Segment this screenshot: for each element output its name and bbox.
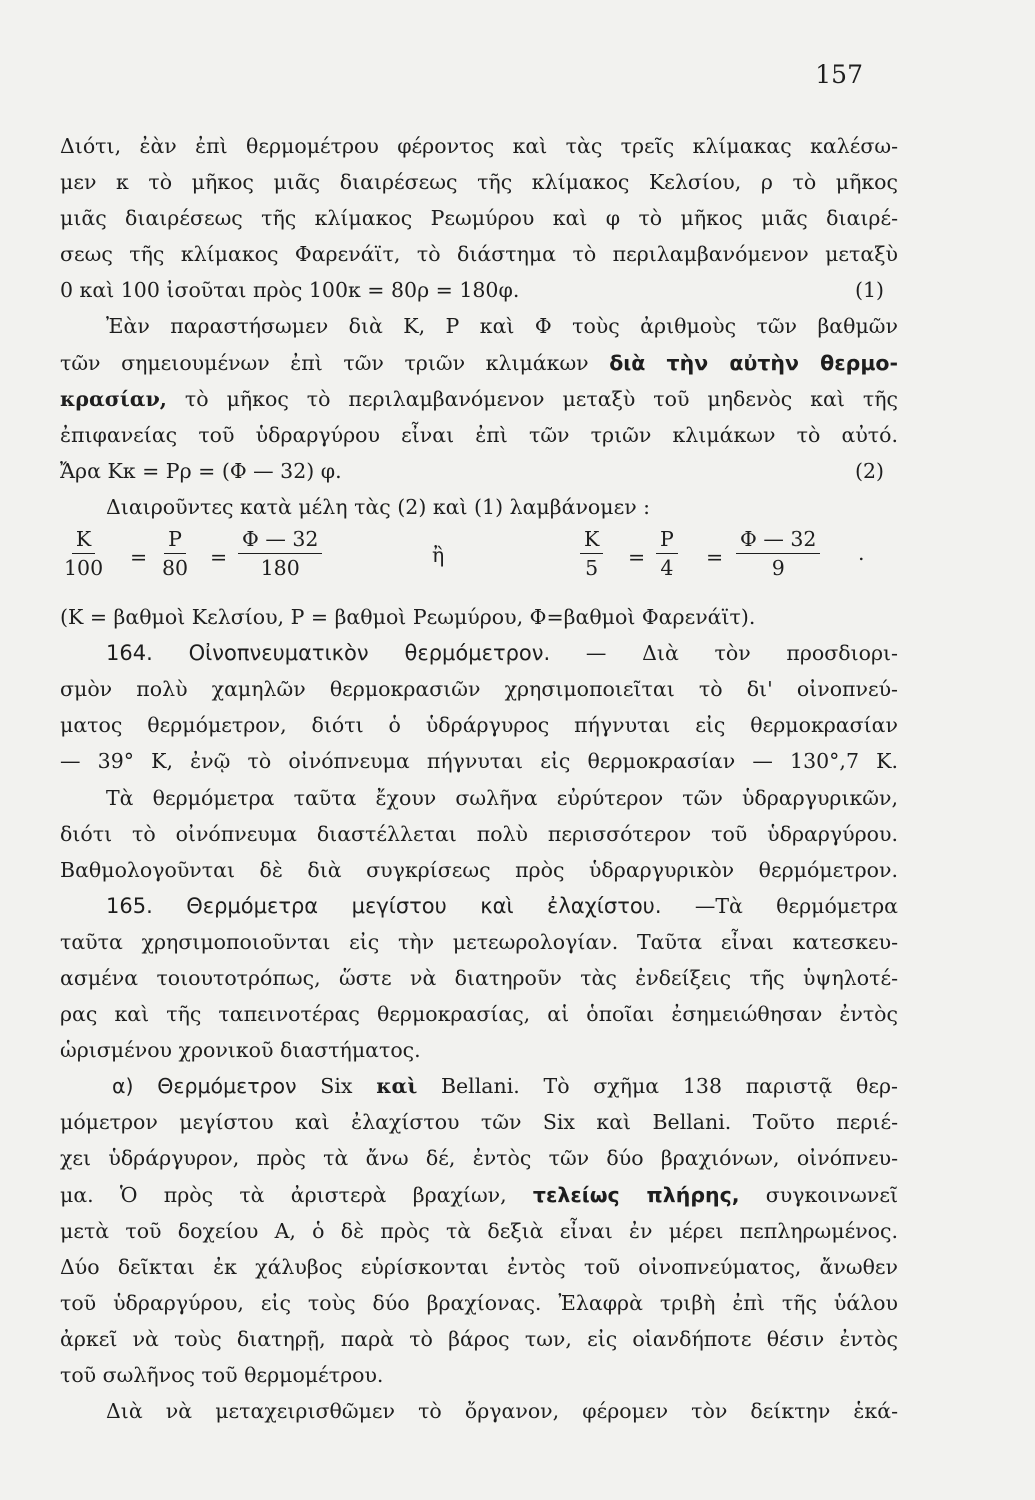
equation-text: Ἄρα Κκ = Ρρ = (Φ — 32) φ. — [60, 458, 342, 483]
equals-sign: = — [628, 545, 646, 570]
text-line — [60, 1068, 898, 1104]
text-line: ματος θερμόμετρον, διότι ὁ ὑδράργυρος πήγνυται εἰς θερμοκρασίαν — [60, 713, 898, 738]
numerator: Ρ — [656, 525, 678, 554]
denominator: 80 — [162, 556, 189, 581]
fraction-k-100 — [60, 525, 107, 582]
text-line: Βαθμολογοῦνται δὲ διὰ συγκρίσεως πρὸς ὑδραργυρικὸν θερμόμετρον. — [60, 857, 898, 882]
text-span: τῶν σημειουμένων ἐπὶ τῶν τριῶν κλιμάκων — [60, 350, 589, 375]
text-span: —Τὰ θερμόμετρα — [694, 893, 898, 918]
text-line — [60, 453, 898, 489]
text-line: Διαιροῦντες κατὰ μέλη τὰς (2) καὶ (1) λαμβάνομεν : — [106, 494, 651, 519]
fraction-phi-9 — [736, 525, 820, 582]
text-line: ρας καὶ τῆς ταπεινοτέρας θερμοκρασίας, αἱ ὁποῖαι ἐσημειώθησαν ἐντὸς — [60, 1002, 898, 1027]
text-span: μα. Ὁ πρὸς τὰ ἀριστερὰ βραχίων, — [60, 1182, 507, 1207]
equals-sign: = — [210, 545, 228, 570]
text-span: — Διὰ τὸν προσδιορι- — [585, 641, 898, 666]
text-line — [60, 381, 898, 417]
text-line: χει ὑδράργυρον, πρὸς τὰ ἄνω δέ, ἐντὸς τῶν δύο βραχιόνων, οἰνόπνευ- — [60, 1146, 898, 1171]
text-line: ταῦτα χρησιμοποιοῦνται εἰς τὴν μετεωρολογίαν. Ταῦτα εἶναι κατεσκευ- — [60, 929, 898, 954]
fraction-phi-180 — [238, 525, 322, 582]
text-line — [60, 635, 898, 671]
fraction-formula — [60, 525, 898, 607]
text-line: ασμένα τοιουτοτρόπως, ὥστε νὰ διατηροῦν τὰς ἐνδείξεις τῆς ὑψηλοτέ- — [60, 965, 898, 990]
text-line: μόμετρον μεγίστου καὶ ἐλαχίστου τῶν Six καὶ Bellani. Τοῦτο περιέ- — [60, 1110, 898, 1135]
numerator: Φ — 32 — [238, 525, 322, 554]
text-line — [60, 1177, 898, 1213]
subsection-heading: Θερμόμετρον — [157, 1074, 297, 1099]
text-line — [60, 345, 898, 381]
formula-end-dot: . — [858, 541, 865, 566]
text-line: (Κ = βαθμοὶ Κελσίου, Ρ = βαθμοὶ Ρεωμύρου, Φ=βαθμοὶ Φαρενάϊτ). — [60, 605, 756, 630]
numerator: Κ — [580, 525, 603, 554]
text-line: ἀρκεῖ νὰ τοὺς διατηρῇ, παρὰ τὸ βάρος των, εἰς οἱανδήποτε θέσιν ἐντὸς — [60, 1326, 898, 1351]
text-line — [60, 888, 898, 924]
text-line: μεν κ τὸ μῆκος μιᾶς διαιρέσεως τῆς κλίμακος Κελσίου, ρ τὸ μῆκος — [60, 170, 898, 195]
denominator: 4 — [660, 556, 674, 581]
numerator: Φ — 32 — [736, 525, 820, 554]
text-span: Bellani. Τὸ σχῆμα 138 παριστᾷ θερ- — [440, 1074, 898, 1099]
denominator: 180 — [260, 556, 300, 581]
or-word: ἢ — [432, 543, 445, 568]
text-span: συγκοινωνεῖ — [765, 1182, 898, 1207]
text-line: τοῦ σωλῆνος τοῦ θερμομέτρου. — [60, 1363, 384, 1387]
bold-text: κρασίαν, — [60, 386, 167, 411]
fraction-p-80 — [158, 525, 192, 582]
numerator: Κ — [72, 525, 95, 554]
text-span: τὸ μῆκος τὸ περιλαμβανόμενον μεταξὺ τοῦ μηδενὸς καὶ τῆς — [184, 386, 898, 411]
text-line: Δύο δεῖκται ἐκ χάλυβος εὑρίσκονται ἐντὸς τοῦ οἰνοπνεύματος, ἄνωθεν — [60, 1254, 898, 1279]
text-line: σεως τῆς κλίμακος Φαρενάϊτ, τὸ διάστημα τὸ περιλαμβανόμενον μεταξὺ — [60, 242, 898, 267]
text-line: Τὰ θερμόμετρα ταῦτα ἔχουν σωλῆνα εὐρύτερον τῶν ὑδραργυρικῶν, — [106, 785, 898, 810]
text-line: τοῦ ὑδραργύρου, εἰς τοὺς δύο βραχίονας. Ἐλαφρὰ τριβὴ ἐπὶ τῆς ὑάλου — [60, 1290, 898, 1315]
numerator: Ρ — [164, 525, 186, 554]
bold-text: τελείως πλήρης, — [532, 1182, 740, 1207]
denominator: 9 — [771, 556, 785, 581]
section-heading: 165. Θερμόμετρα μεγίστου καὶ ἐλαχίστου. — [106, 893, 662, 918]
fraction-p-4 — [656, 525, 678, 582]
page-number: 157 — [815, 60, 863, 89]
denominator: 5 — [585, 556, 599, 581]
text-line — [60, 272, 898, 308]
text-line: Διὰ νὰ μεταχειρισθῶμεν τὸ ὄργανον, φέρομεν τὸν δείκτην ἑκά- — [106, 1399, 898, 1424]
page-text — [60, 128, 898, 1429]
text-line: μετὰ τοῦ δοχείου Α, ὁ δὲ πρὸς τὰ δεξιὰ εἶναι ἐν μέρει πεπληρωμένος. — [60, 1218, 898, 1243]
bold-text: διὰ τὴν αὐτὴν θερμο- — [609, 350, 898, 375]
equation-number: (1) — [854, 278, 884, 303]
fraction-k-5 — [580, 525, 603, 582]
text-line: μιᾶς διαιρέσεως τῆς κλίμακος Ρεωμύρου καὶ φ τὸ μῆκος μιᾶς διαιρέ- — [60, 206, 898, 231]
text-line: ὡρισμένου χρονικοῦ διαστήματος. — [60, 1038, 421, 1063]
text-line: ἐπιφανείας τοῦ ὑδραργύρου εἶναι ἐπὶ τῶν τριῶν κλιμάκων τὸ αὐτό. — [60, 422, 898, 447]
text-span: Six — [320, 1074, 353, 1099]
equals-sign: = — [130, 545, 148, 570]
equation-text: 0 καὶ 100 ἰσοῦται πρὸς 100κ = 80ρ = 180φ. — [60, 278, 520, 303]
equation-number: (2) — [854, 458, 884, 483]
text-line: — 39° Κ, ἐνῷ τὸ οἰνόπνευμα πήγνυται εἰς θερμοκρασίαν — 130°,7 Κ. — [60, 749, 898, 774]
text-line: διότι τὸ οἰνόπνευμα διαστέλλεται πολὺ περισσότερον τοῦ ὑδραργύρου. — [60, 821, 898, 846]
bold-text: καὶ — [376, 1074, 418, 1099]
subsection-label: α) — [112, 1074, 134, 1099]
text-line: Ἐὰν παραστήσωμεν διὰ Κ, Ρ καὶ Φ τοὺς ἀριθμοὺς τῶν βαθμῶν — [106, 314, 898, 339]
text-line: Διότι, ἐὰν ἐπὶ θερμομέτρου φέροντος καὶ τὰς τρεῖς κλίμακας καλέσω- — [60, 134, 898, 158]
text-line: σμὸν πολὺ χαμηλῶν θερμοκρασιῶν χρησιμοποιεῖται τὸ δι' οἰνοπνεύ- — [60, 677, 898, 702]
denominator: 100 — [64, 556, 104, 581]
equals-sign: = — [706, 545, 724, 570]
section-heading: 164. Οἰνοπνευματικὸν θερμόμετρον. — [106, 641, 551, 666]
